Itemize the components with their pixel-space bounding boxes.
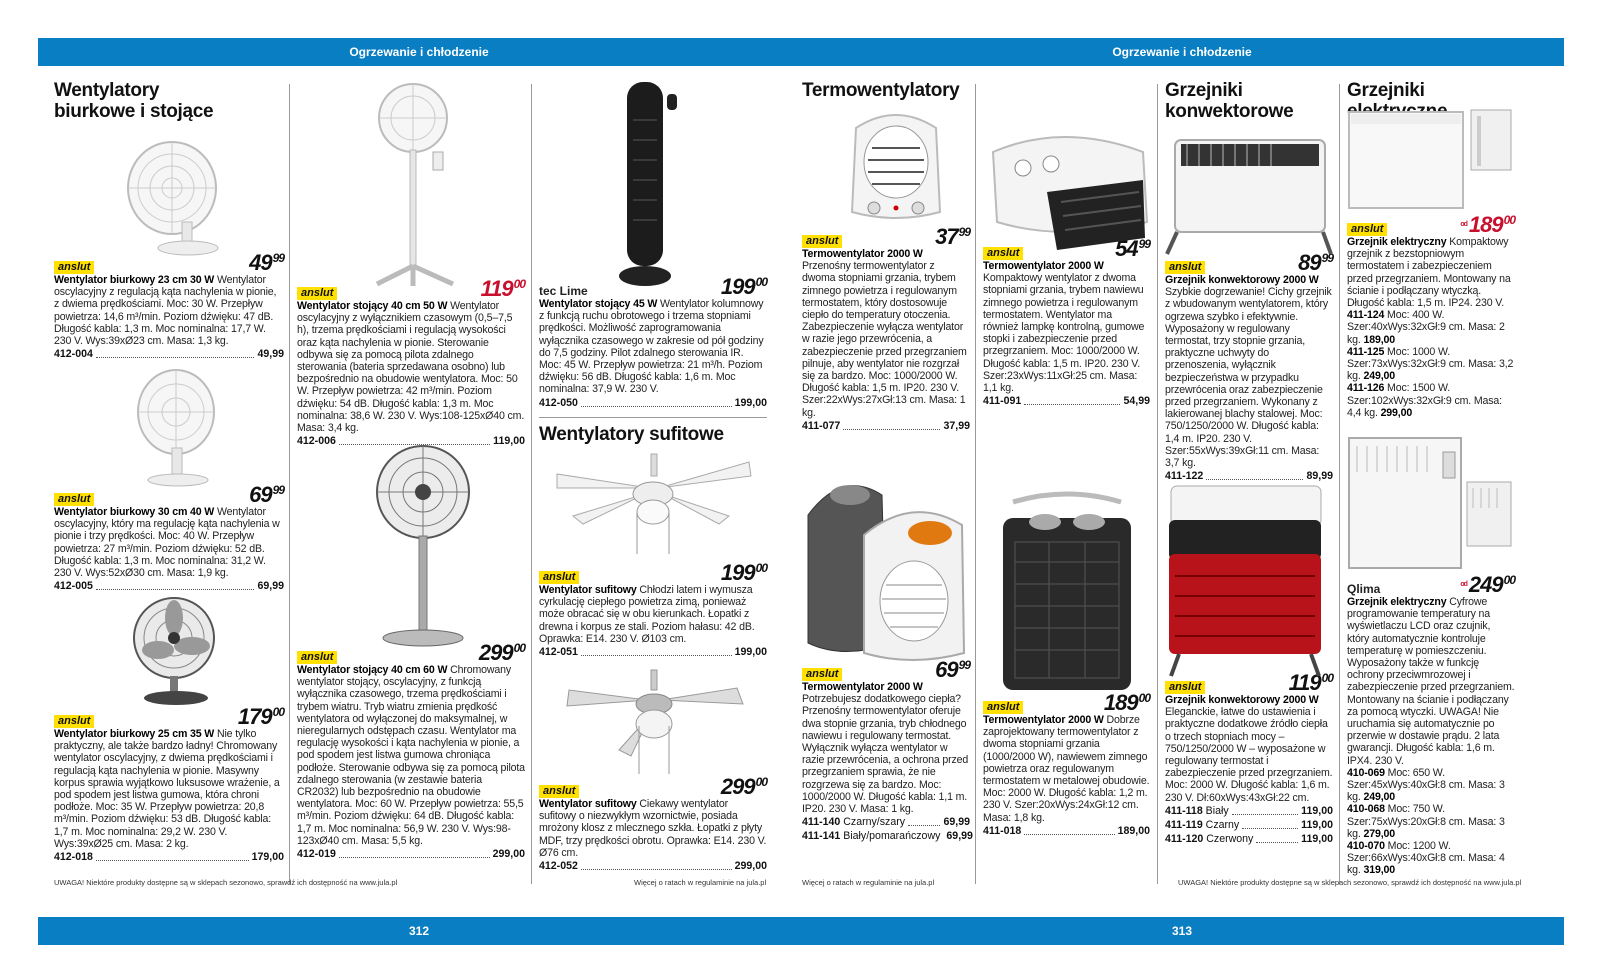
sku-line: 411-077 37,99	[802, 419, 970, 432]
product-411-122[interactable]	[1165, 130, 1333, 483]
product-411-018[interactable]	[983, 488, 1150, 838]
product-description: Grzejnik konwektorowy 2000 W Szybkie dogrzewanie! Cichy grzejnik z wbudowanym wentylatorem, który ogrzewa szybko i efektywnie. Wyposażony w regulowany termostat, trzy stopnie grzania, praktyczne uchwyty do przenoszenia, wyłącznik bezpieczeństwa w przypadku przewrócenia oraz zabezpieczenie przed przegrzaniem. Wykonany z lakierowanej blachy stalowej. Moc: 750/1250/2000 W. Długość kabla: 1,4 m. IP20. 230 V. Szer:55xWys:39xGł:11 cm. Masa: 3,7 kg.	[1165, 274, 1332, 470]
price-tag: od 249 00	[1460, 572, 1515, 597]
price-tag: 69 99	[249, 482, 284, 507]
product-411-091[interactable]	[983, 112, 1150, 408]
sku-line: 411-018 189,00	[983, 824, 1150, 837]
heater-image	[836, 108, 956, 226]
price-tag: 49 99	[249, 250, 284, 275]
product-412-004[interactable]	[54, 130, 284, 361]
section-title-electric: Grzejniki	[1347, 80, 1425, 101]
section-title-desk-fans: Wentylatory biurkowe i stojące	[54, 80, 214, 122]
footer-note: UWAGA! Niektóre produkty dostępne są w sklepach sezonowo, sprawdź ich dostępność na www.jula.pl	[1178, 878, 1522, 887]
brand-logo-anslut: anslut	[1165, 261, 1205, 274]
product-412-019[interactable]	[297, 442, 525, 861]
brand-logo-qlima: Qlima	[1347, 582, 1381, 596]
desk-fan-image	[134, 364, 244, 488]
product-description: Wentylator stojący 40 cm 50 W Wentylator oscylacyjny z wyłącznikiem czasowym (0,5–7,5 h), trzema prędkościami i regulacją wysokości oraz kąta nachylenia w pionie. Sterowanie odbywa się za pomocą pilota zdalnego sterowania (bateria sprzedawana osobno) lub bezpośrednio na obudowie wentylatora. Moc: 50 W. Przepływ powietrza: 42 m³/min. Poziom dźwięku: 54 dB. Długość kabla: 1,3 m. Moc nominalna: 38,6 W. 230 V. Wys:108-125xØ40 cm. Masa: 3,4 kg.	[297, 300, 525, 435]
section-title-ceiling-fans: Wentylatory sufitowe	[539, 424, 724, 445]
column-tower-ceiling-fans	[539, 80, 767, 890]
column-divider	[1339, 84, 1340, 884]
column-heaters-b	[983, 80, 1150, 890]
heater-pair-image	[802, 475, 970, 665]
section-ceiling-fans	[539, 417, 767, 445]
product-412-006[interactable]	[297, 80, 525, 448]
product-411-140[interactable]	[802, 475, 973, 843]
brand-logo-anslut: anslut	[54, 715, 94, 728]
footer-note: Więcej o ratach w regulaminie na jula.pl	[634, 878, 767, 887]
sku-line: 411-124 Moc: 400 W. Szer:40xWys:32xGł:9 cm. Masa: 2 kg. 189,00	[1347, 309, 1505, 346]
desk-fan-image	[124, 130, 244, 258]
product-description: Termowentylator 2000 W Kompaktowy wentylator z dwoma stopniami grzania, trybem nawiewu zimnego powietrza i regulowanym termostatem. Wentylator ma również lampkę kontrolną, gumowe stopki i zabezpieczenie przed przegrzaniem. Moc: 1000/2000 W. Długość kabla: 1,5 m. IP20. 230 V. Szer:23xWys:11xGł:25 cm. Masa: 1,1 kg.	[983, 260, 1145, 395]
price-tag: od 189 00	[1460, 212, 1515, 237]
product-description: Grzejnik elektryczny Cyfrowe programowanie temperatury na wyświetlaczu LCD oraz czujnik, który automatycznie kontroluje temperaturę w pomieszczeniu. Wyposażony także w funkcję ochrony przeciwmrozowej i zabezpieczenie przed przegrzaniem. Montowany na ścianie i podłączany za pomocą wtyczki. UWAGA! Nie uruchamia się automatycznie po przerwie w dostawie prądu. 2 lata gwarancji. Długość kabla: 1,6 m. IPX4. 230 V.	[1347, 596, 1515, 767]
brand-logo-anslut: anslut	[983, 701, 1023, 714]
sku-line: 411-119 Czarny 119,00	[1165, 818, 1333, 831]
standing-fan-image	[357, 80, 477, 288]
ceiling-fan-image	[561, 670, 751, 780]
brand-logo-anslut: anslut	[983, 247, 1023, 260]
price-tag: 299 00	[478, 640, 525, 665]
brand-logo-teclime: tec Lime	[539, 284, 588, 298]
price-tag: 54 99	[1115, 236, 1150, 261]
product-410-069[interactable]	[1347, 432, 1515, 877]
price-tag: 299 00	[720, 774, 767, 799]
sku-line: 412-019 299,00	[297, 848, 525, 861]
brand-logo-anslut: anslut	[802, 235, 842, 248]
sku-line: 410-070 Moc: 1200 W. Szer:66xWys:40xGł:8 cm. Masa: 4 kg. 319,00	[1347, 840, 1505, 877]
ceiling-fan-image	[553, 454, 753, 564]
category-header-right: Ogrzewanie i chłodzenie	[800, 38, 1564, 66]
sku-line: 412-005 69,99	[54, 580, 284, 593]
product-412-050[interactable]	[539, 80, 767, 410]
product-description: Termowentylator 2000 W Dobrze zaprojektowany termowentylator z dwoma stopniami grzania (1000/2000 W), nawiewem zimnego powietrza oraz regulowanym termostatem w metalowej obudowie. Moc: 2000 W. Długość kabla: 1,2 m. 230 V. Szer:20xWys:24xGł:12 cm. Masa: 1,8 kg.	[983, 714, 1150, 824]
product-411-124[interactable]	[1347, 106, 1515, 419]
brand-logo-anslut: anslut	[1347, 223, 1387, 236]
product-411-118[interactable]	[1165, 480, 1333, 846]
brand-logo-anslut: anslut	[539, 571, 579, 584]
price-tag: 69 99	[935, 657, 970, 682]
product-description: Wentylator stojący 40 cm 60 W Chromowany wentylator stojący, oscylacyjny, z funkcją wyłącznika czasowego, trzema prędkościami i trybem wiatru. Tryb wiatru zmienia prędkość wentylatora od wyłączonej do maksymalnej, w nieregularnych odstępach czasu. Wentylator ma regulację wysokości i kąta nachylenia w pionie, a pod spodem jest listwa gumowa chroniąca podłoże. Sterowanie odbywa się za pomocą pilota zdalnego sterowania (w zestawie bateria CR2032) lub bezpośrednio na obudowie wentylatora. Moc: 60 W. Przepływ powietrza: 55,5 m³/min. Poziom dźwięku: 64 dB. Długość kabla: 1,7 m. Moc nominalna: 56,9 W. 230 V. Wys:98-123xØ40 cm. Masa: 5,5 kg.	[297, 664, 525, 847]
sku-line: 412-051 199,00	[539, 646, 767, 659]
panel-heater-image	[1347, 432, 1515, 572]
product-description: Termowentylator 2000 W Potrzebujesz dodatkowego ciepła? Przenośny termowentylator oferuje dwa stopnie grzania, tryb chłodnego nawiewu i regulowany termostat. Wyłącznik wyłącza wentylator w razie przewrócenia, a ochrona przed przegrzaniem sprawia, że nie rozgrzewa się za bardzo. Moc: 1000/2000 W. Długość kabla: 1,1 m. IP20. 230 V. Masa: 1 kg.	[802, 681, 969, 816]
product-description: Wentylator stojący 45 W Wentylator kolumnowy z funkcją ruchu obrotowego i trzema stopniami prędkości. Możliwość zaprogramowania wyłącznika czasowego w zakresie od pół godziny do 7,5 godziny. Pilot zdalnego sterowania IR. Moc: 45 W. Przepływ powietrza: 21 m³/h. Poziom dźwięku: 56 dB. Długość kabla: 1,6 m. Moc nominalna: 37,9 W. 230 V.	[539, 298, 764, 396]
column-desk-fans	[54, 80, 284, 890]
brand-logo-anslut: anslut	[297, 651, 337, 664]
brand-logo-anslut: anslut	[802, 668, 842, 681]
wall-heater-image	[1347, 106, 1515, 216]
column-heaters-a	[802, 80, 973, 890]
product-412-018[interactable]	[54, 590, 284, 864]
column-divider	[531, 84, 532, 884]
sku-line: 410-068 Moc: 750 W. Szer:75xWys:20xGł:8 cm. Masa: 3 kg. 279,00	[1347, 803, 1505, 840]
brand-logo-anslut: anslut	[539, 785, 579, 798]
sku-line: 411-091 54,99	[983, 395, 1150, 408]
tower-fan-image	[615, 80, 715, 288]
price-tag: 189 00	[1103, 690, 1150, 715]
ceramic-heater-image	[997, 488, 1137, 698]
sku-line: 411-125 Moc: 1000 W. Szer:73xWys:32xGł:9 cm. Masa: 3,2 kg. 249,00	[1347, 345, 1514, 383]
product-412-052[interactable]	[539, 670, 767, 873]
price-tag: 89 99	[1298, 250, 1333, 275]
sku-line: 412-052 299,00	[539, 860, 767, 873]
sku-line: 411-122 89,99	[1165, 470, 1333, 483]
column-electric-heaters	[1347, 80, 1515, 890]
sku-line: 411-118 Biały 119,00	[1165, 804, 1333, 817]
sku-line: 411-120 Czerwony 119,00	[1165, 832, 1333, 845]
brand-logo-anslut: anslut	[297, 287, 337, 300]
convector-heaters-image	[1165, 480, 1333, 680]
column-divider	[1157, 84, 1158, 884]
page-number: 312	[408, 924, 430, 938]
heater-image	[983, 112, 1150, 252]
product-411-077[interactable]	[802, 108, 970, 433]
price-tag: 199 00	[720, 560, 767, 585]
product-412-051[interactable]	[539, 454, 767, 659]
sku-line: 412-050 199,00	[539, 396, 767, 409]
page-number: 313	[1171, 924, 1193, 938]
page-number-bar	[38, 917, 800, 945]
chrome-fan-image	[124, 590, 244, 710]
sku-line: 411-141 Biały/pomarańczowy 69,99	[802, 830, 973, 843]
column-convectors	[1165, 80, 1333, 890]
chrome-standing-fan-image	[367, 442, 487, 648]
product-description: Wentylator biurkowy 25 cm 35 W Nie tylko praktyczny, ale także bardzo ładny! Chromowany wentylator oscylacyjny, z dwiema prędkościami i regulacją kąta nachylenia w pionie. Masywny korpus sprawia wyjątkowo luksusowe wrażenie, a pod spodem jest listwa gumowa, która chroni podłoże. Moc: 35 W. Przepływ powietrza: 20,8 m³/min. Poziom dźwięku: 53 dB. Długość kabla: 1,7 m. Moc nominalna: 29,2 W. 230 V. Wys:39xØ25 cm. Masa: 2 kg.	[54, 728, 280, 850]
sku-line: 412-006 119,00	[297, 435, 525, 448]
sku-line: 411-140 Czarny/szary 69,99	[802, 816, 970, 829]
section-title-heaters: Termowentylatory	[802, 80, 960, 101]
product-description: Wentylator biurkowy 23 cm 30 W Wentylator oscylacyjny z regulacją kąta nachylenia w pionie, z dwiema prędkościami. Moc: 30 W. Przepływ powietrza: 14,6 m³/min. Poziom dźwięku: 47 dB. Długość kabla: 1,3 m. Moc nominalna: 17,7 W. 230 V. Wys:39xØ23 cm. Masa: 1,3 kg.	[54, 274, 277, 348]
section-title-convectors: Grzejniki konwektorowe	[1165, 80, 1294, 122]
page-number-bar	[800, 917, 1564, 945]
product-description: Wentylator sufitowy Chłodzi latem i wymusza cyrkulację ciepłego powietrza zimą, ponieważ może obracać się w obu kierunkach. Łopatki z drewna i korpus ze stali. Poziom hałasu: 42 dB. Oprawka: E14. 230 V. Ø103 cm.	[539, 584, 755, 645]
product-description: Grzejnik elektryczny Kompaktowy grzejnik z bezstopniowym termostatem i zabezpieczeniem przed przegrzaniem. Montowany na ścianie i podłączany wtyczką. Długość kabla: 1,5 m. IP24. 230 V.	[1347, 236, 1511, 310]
sku-line: 412-018 179,00	[54, 851, 284, 864]
price-tag: 119 00	[480, 276, 525, 301]
sku-line: 410-069 Moc: 650 W. Szer:45xWys:40xGł:8 cm. Masa: 3 kg. 249,00	[1347, 766, 1505, 804]
column-divider	[975, 84, 976, 884]
product-description: Wentylator sufitowy Ciekawy wentylator sufitowy o niezwykłym wzornictwie, posiada mrożony klosz z mlecznego szkła. Łopatki z płyty MDF, trzy prędkości obrotu. Oprawka: E14. 230 V. Ø76 cm.	[539, 798, 767, 859]
price-tag: 179 00	[237, 704, 284, 729]
sku-line: 412-004 49,99	[54, 348, 284, 361]
convector-heater-image	[1165, 130, 1333, 260]
price-tag: 199 00	[720, 274, 767, 299]
sku-line: 411-126 Moc: 1500 W. Szer:102xWys:32xGł:9 cm. Masa: 4,4 kg. 299,00	[1347, 382, 1502, 419]
footer-note: UWAGA! Niektóre produkty dostępne są w sklepach sezonowo, sprawdź ich dostępność na www.jula.pl	[54, 878, 398, 887]
category-header-left: Ogrzewanie i chłodzenie	[38, 38, 800, 66]
brand-logo-anslut: anslut	[54, 261, 94, 274]
column-divider	[289, 84, 290, 884]
brand-logo-anslut: anslut	[1165, 681, 1205, 694]
brand-logo-anslut: anslut	[54, 493, 94, 506]
product-description: Wentylator biurkowy 30 cm 40 W Wentylator oscylacyjny, który ma regulację kąta nachylenia w pionie i trzy prędkości. Moc: 40 W. Przepływ powietrza: 27 m³/min. Poziom dźwięku: 52 dB. Długość kabla: 1,3 m. Moc nominalna: 31,2 W. 230 V. Wys:52xØ30 cm. Masa: 1,9 kg.	[54, 506, 280, 580]
price-tag: 37 99	[935, 224, 970, 249]
catalog-page-right	[800, 0, 1600, 980]
product-description: Termowentylator 2000 W Przenośny termowentylator z dwoma stopniami grzania, trybem zimnego powietrza i regulowanym termostatem, który dostosowuje ciepło do temperatury otoczenia. Zabezpieczenie wyłącza wentylator w razie jego przewrócenia, a zabezpieczenie przed przegrzaniem pilnuje, aby wentylator nie rozgrzał się za bardzo. Moc: 1000/2000 W. Długość kabla: 1,5 m. IP20. 230 V. Szer:22xWys:27xGł:13 cm. Masa: 1 kg.	[802, 248, 967, 419]
price-tag: 119 00	[1288, 670, 1333, 695]
product-description: Grzejnik konwektorowy 2000 W Eleganckie, łatwe do ustawienia i praktyczne dodatkowe źródło ciepła o trzech stopniach mocy – 750/1250/2000 W – wyposażone w regulowany termostat i zabezpieczenie przed przegrzaniem. Moc: 2000 W. Długość kabla: 1,6 m. 230 V. Dł:60xWys:43xGł:22 cm.	[1165, 694, 1333, 804]
column-standing-fans	[297, 80, 525, 890]
product-412-005[interactable]	[54, 364, 284, 593]
footer-note: Więcej o ratach w regulaminie na jula.pl	[802, 878, 935, 887]
